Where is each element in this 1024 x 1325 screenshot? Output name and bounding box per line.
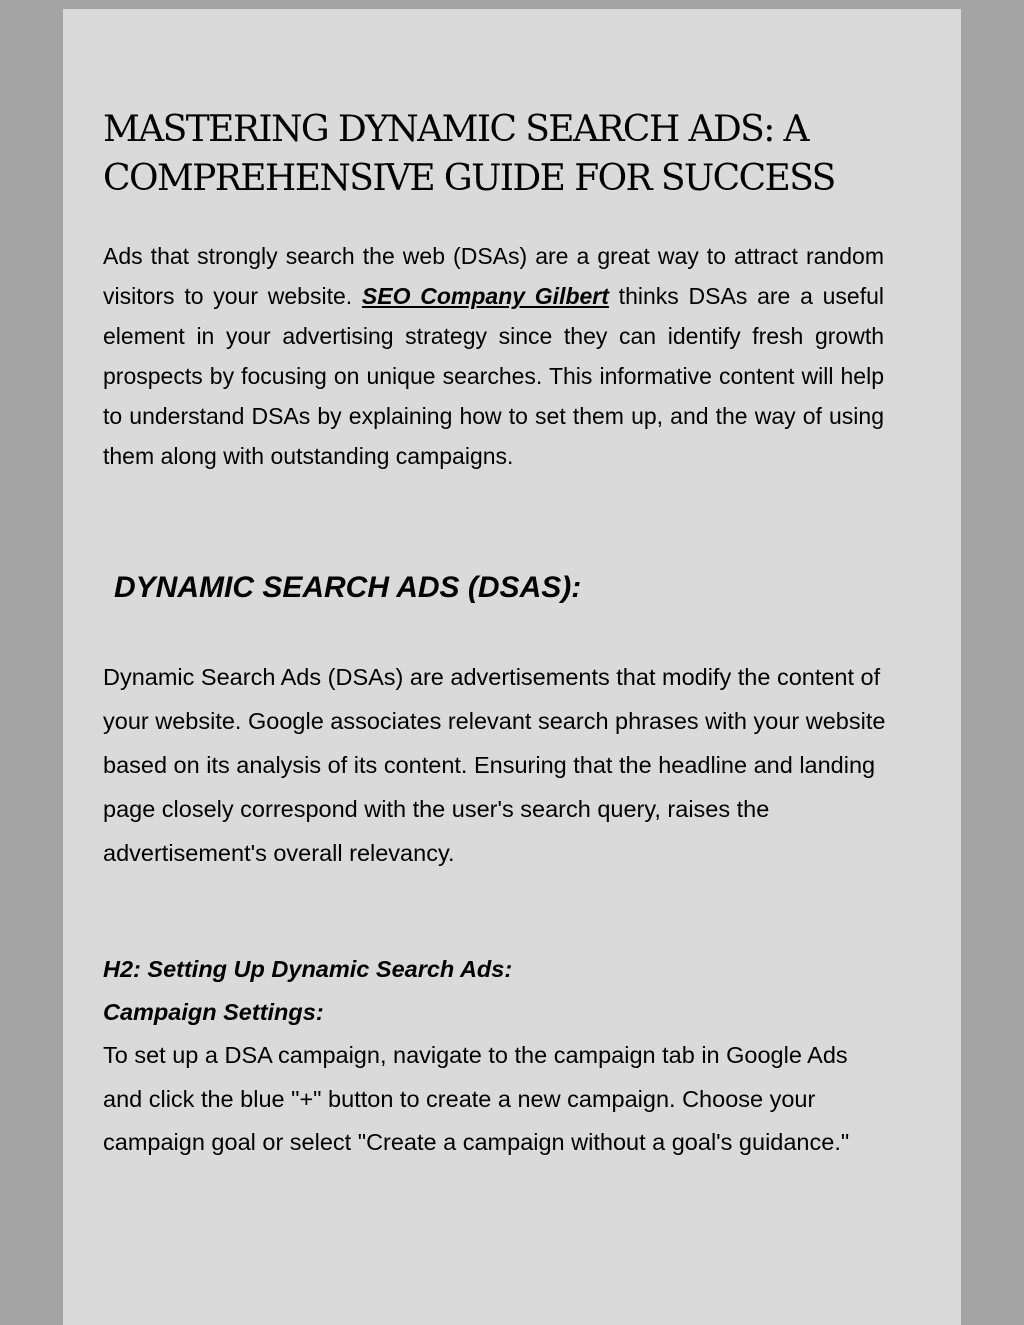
seo-company-link[interactable]: SEO Company Gilbert bbox=[361, 283, 609, 309]
intro-text-start: Ads that strongly search the web (DSAs) are a great way to attract random visitors to your website. bbox=[103, 243, 884, 309]
section-heading: DYNAMIC SEARCH ADS (DSAS): bbox=[114, 571, 582, 604]
section-paragraph: Dynamic Search Ads (DSAs) are advertisements that modify the content of your website. Google associates relevant search phrases with your website based on its analysis of its content. Ensuring that the headline and landing page closely correspond with the user's search query, raises the advertisement's overall relevancy. bbox=[103, 664, 886, 866]
document-title: MASTERING DYNAMIC SEARCH ADS: A COMPREHENSIVE GUIDE FOR SUCCESS bbox=[103, 109, 835, 199]
subheading-campaign-settings: Campaign Settings: bbox=[103, 999, 324, 1025]
document-page bbox=[63, 9, 961, 1325]
subheading-setting-up: H2: Setting Up Dynamic Search Ads: bbox=[103, 956, 513, 982]
campaign-paragraph: To set up a DSA campaign, navigate to the campaign tab in Google Ads and click the blue "+" button to create a new campaign. Choose your campaign goal or select "Create a campaign without a goal's guidance." bbox=[103, 1042, 850, 1155]
intro-text-end: thinks DSAs are a useful element in your advertising strategy since they can identify fresh growth prospects by focusing on unique searches. This informative content will help to understand DSAs by explaining how to set them up, and the way of using them along with outstanding campaigns. bbox=[103, 283, 885, 469]
intro-paragraph bbox=[103, 236, 884, 476]
